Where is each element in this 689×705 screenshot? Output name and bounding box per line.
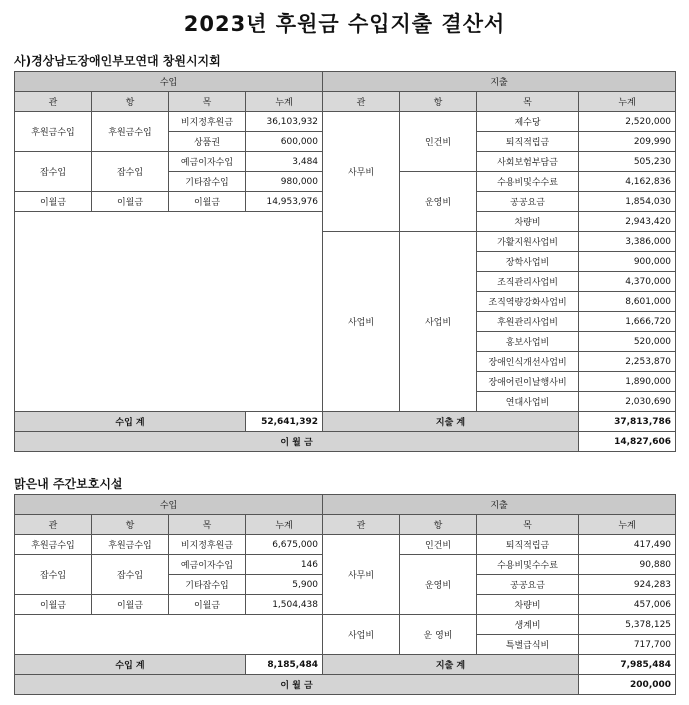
income-amount: 5,900 <box>246 575 323 595</box>
income-gwan: 잡수입 <box>15 152 92 192</box>
expense-amount: 1,666,720 <box>579 312 676 332</box>
income-hang: 이월금 <box>92 595 169 615</box>
section-title-changwon: 사)경상남도장애인부모연대 창원시지회 <box>14 54 221 68</box>
carryover-label: 이 월 금 <box>15 675 579 695</box>
income-gwan: 후원금수입 <box>15 112 92 152</box>
expense-amount: 5,378,125 <box>579 615 676 635</box>
expense-mok: 후원관리사업비 <box>477 312 579 332</box>
expense-mok: 홍보사업비 <box>477 332 579 352</box>
income-mok: 상품권 <box>169 132 246 152</box>
col-gwan: 관 <box>323 515 400 535</box>
expense-amount: 2,943,420 <box>579 212 676 232</box>
income-total-label: 수입 계 <box>15 412 246 432</box>
income-gwan: 이월금 <box>15 595 92 615</box>
expense-mok: 퇴직적립금 <box>477 132 579 152</box>
col-total: 누계 <box>246 515 323 535</box>
expense-amount: 900,000 <box>579 252 676 272</box>
expense-mok: 장학사업비 <box>477 252 579 272</box>
expense-mok: 수용비및수수료 <box>477 172 579 192</box>
expense-amount: 8,601,000 <box>579 292 676 312</box>
expense-amount: 4,370,000 <box>579 272 676 292</box>
carryover-label: 이 월 금 <box>15 432 579 452</box>
income-amount: 14,953,976 <box>246 192 323 212</box>
expense-mok: 제수당 <box>477 112 579 132</box>
income-amount: 36,103,932 <box>246 112 323 132</box>
expense-gwan: 사무비 <box>323 535 400 615</box>
col-hang: 항 <box>400 92 477 112</box>
income-gwan: 후원금수입 <box>15 535 92 555</box>
expense-amount: 417,490 <box>579 535 676 555</box>
expense-mok: 조직역량강화사업비 <box>477 292 579 312</box>
col-mok: 목 <box>169 515 246 535</box>
expense-amount: 505,230 <box>579 152 676 172</box>
income-total-value: 52,641,392 <box>246 412 323 432</box>
expense-mok: 조직관리사업비 <box>477 272 579 292</box>
expense-amount: 209,990 <box>579 132 676 152</box>
income-mok: 비지정후원금 <box>169 112 246 132</box>
income-mok: 비지정후원금 <box>169 535 246 555</box>
expense-amount: 2,520,000 <box>579 112 676 132</box>
expense-total-value: 7,985,484 <box>579 655 676 675</box>
expense-hang: 운 영비 <box>400 615 477 655</box>
expense-hang: 인건비 <box>400 535 477 555</box>
expense-mok: 차량비 <box>477 212 579 232</box>
income-amount: 6,675,000 <box>246 535 323 555</box>
expense-mok: 차량비 <box>477 595 579 615</box>
expense-mok: 퇴직적립금 <box>477 535 579 555</box>
expense-amount: 4,162,836 <box>579 172 676 192</box>
col-gwan: 관 <box>15 92 92 112</box>
section-title-malgeunnae: 맑은내 주간보호시설 <box>14 477 123 491</box>
income-hang: 잡수입 <box>92 152 169 192</box>
expense-mok: 수용비및수수료 <box>477 555 579 575</box>
expense-gwan: 사무비 <box>323 112 400 232</box>
income-total-label: 수입 계 <box>15 655 246 675</box>
expense-mok: 생계비 <box>477 615 579 635</box>
expense-total-value: 37,813,786 <box>579 412 676 432</box>
income-amount: 146 <box>246 555 323 575</box>
expense-amount: 717,700 <box>579 635 676 655</box>
income-empty-area <box>15 212 323 412</box>
income-mok: 이월금 <box>169 595 246 615</box>
income-amount: 3,484 <box>246 152 323 172</box>
col-total: 누계 <box>246 92 323 112</box>
col-mok: 목 <box>477 515 579 535</box>
expense-header: 지출 <box>323 72 676 92</box>
expense-amount: 1,854,030 <box>579 192 676 212</box>
income-hang: 후원금수입 <box>92 112 169 152</box>
expense-mok: 특별급식비 <box>477 635 579 655</box>
income-amount: 600,000 <box>246 132 323 152</box>
expense-mok: 장애인식개선사업비 <box>477 352 579 372</box>
col-gwan: 관 <box>15 515 92 535</box>
expense-amount: 3,386,000 <box>579 232 676 252</box>
expense-mok: 공공요금 <box>477 192 579 212</box>
income-hang: 후원금수입 <box>92 535 169 555</box>
expense-mok: 공공요금 <box>477 575 579 595</box>
income-total-value: 8,185,484 <box>246 655 323 675</box>
col-hang: 항 <box>92 92 169 112</box>
col-total: 누계 <box>579 92 676 112</box>
expense-hang: 운영비 <box>400 555 477 615</box>
ledger-table-changwon <box>14 71 676 452</box>
expense-hang: 운영비 <box>400 172 477 232</box>
col-gwan: 관 <box>323 92 400 112</box>
income-amount: 980,000 <box>246 172 323 192</box>
income-mok: 예금이자수입 <box>169 152 246 172</box>
expense-amount: 520,000 <box>579 332 676 352</box>
expense-hang: 인건비 <box>400 112 477 172</box>
carryover-value: 14,827,606 <box>579 432 676 452</box>
expense-gwan: 사업비 <box>323 615 400 655</box>
expense-mok: 장애어린이날행사비 <box>477 372 579 392</box>
expense-amount: 924,283 <box>579 575 676 595</box>
expense-mok: 가활지원사업비 <box>477 232 579 252</box>
col-hang: 항 <box>400 515 477 535</box>
income-mok: 기타잡수입 <box>169 575 246 595</box>
col-hang: 항 <box>92 515 169 535</box>
expense-amount: 2,253,870 <box>579 352 676 372</box>
col-mok: 목 <box>477 92 579 112</box>
expense-gwan: 사업비 <box>323 232 400 412</box>
income-mok: 기타잡수입 <box>169 172 246 192</box>
income-hang: 잡수입 <box>92 555 169 595</box>
expense-amount: 457,006 <box>579 595 676 615</box>
expense-mok: 연대사업비 <box>477 392 579 412</box>
income-mok: 이월금 <box>169 192 246 212</box>
income-amount: 1,504,438 <box>246 595 323 615</box>
income-gwan: 이월금 <box>15 192 92 212</box>
income-gwan: 잡수입 <box>15 555 92 595</box>
ledger-table-malgeunnae <box>14 494 676 695</box>
expense-total-label: 지출 계 <box>323 655 579 675</box>
col-mok: 목 <box>169 92 246 112</box>
income-mok: 예금이자수입 <box>169 555 246 575</box>
income-empty-area <box>15 615 323 655</box>
expense-amount: 1,890,000 <box>579 372 676 392</box>
expense-amount: 90,880 <box>579 555 676 575</box>
income-header: 수입 <box>15 495 323 515</box>
expense-total-label: 지출 계 <box>323 412 579 432</box>
expense-hang: 사업비 <box>400 232 477 412</box>
expense-header: 지출 <box>323 495 676 515</box>
expense-mok: 사회보험부담금 <box>477 152 579 172</box>
col-total: 누계 <box>579 515 676 535</box>
income-header: 수입 <box>15 72 323 92</box>
carryover-value: 200,000 <box>579 675 676 695</box>
page-title: 2023년 후원금 수입지출 결산서 <box>183 12 506 36</box>
income-hang: 이월금 <box>92 192 169 212</box>
expense-amount: 2,030,690 <box>579 392 676 412</box>
